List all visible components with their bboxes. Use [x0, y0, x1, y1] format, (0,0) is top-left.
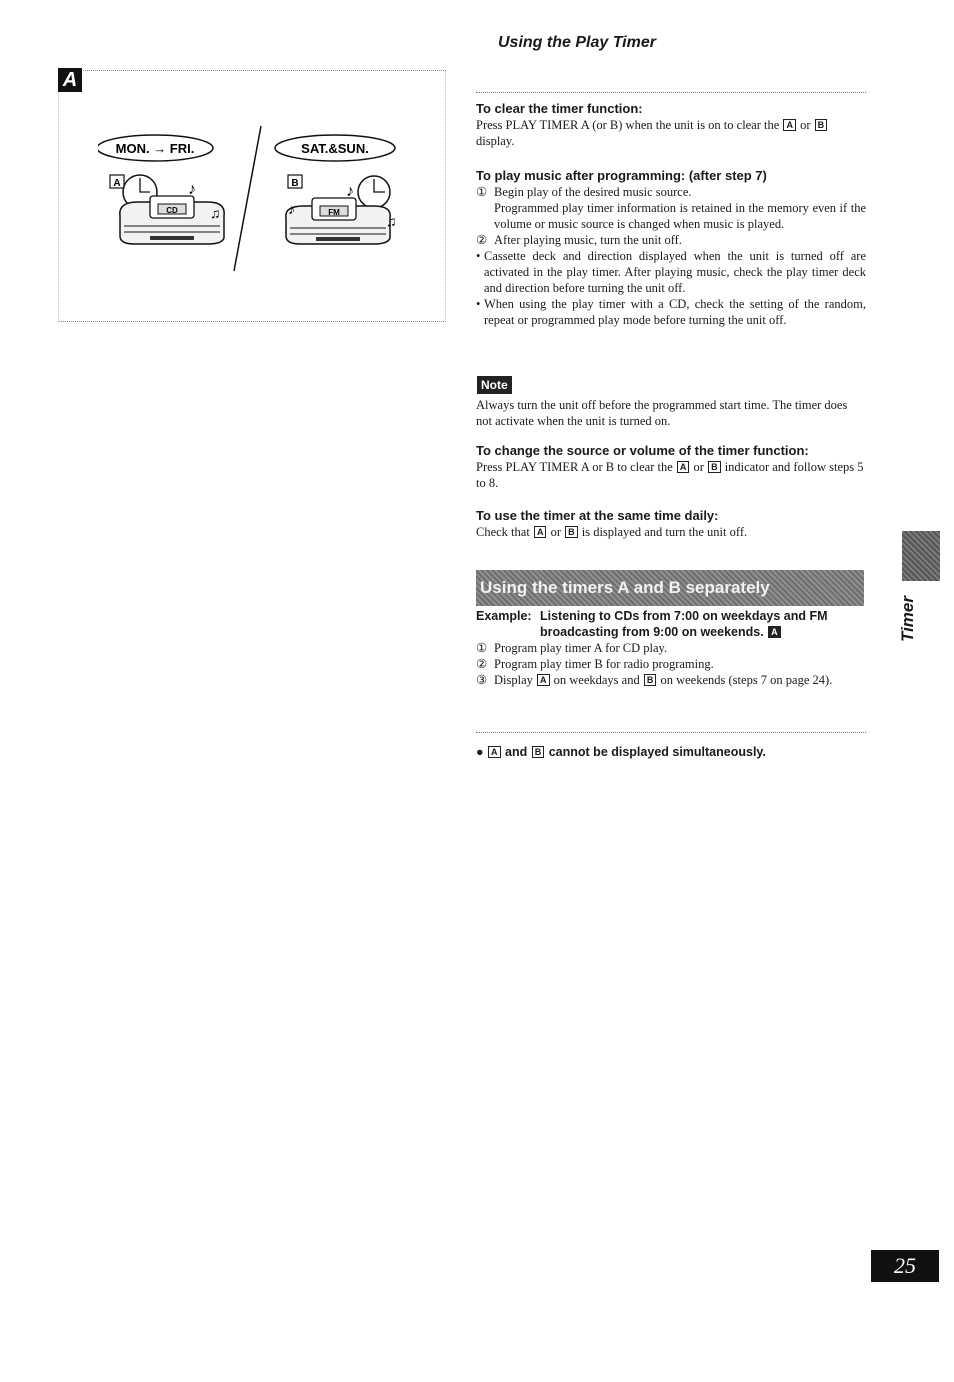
- indicator-b-box: B: [815, 119, 828, 131]
- music-note-icon: ♪: [346, 183, 354, 200]
- indicator-a-box: A: [783, 119, 796, 131]
- indicator-b-label: B: [291, 178, 299, 189]
- after-programming-section: [476, 168, 866, 328]
- figure-letter: A: [58, 68, 82, 92]
- after-heading: To play music after programming: (after step 7): [476, 168, 767, 183]
- change-text: Press PLAY TIMER A or B to clear the A or B indicator and follow steps 5 to 8.: [476, 460, 864, 490]
- divider: [476, 732, 866, 733]
- display-cd: CD: [166, 206, 178, 215]
- change-section: [476, 443, 866, 491]
- section-banner: Using the timers A and B separately: [476, 570, 864, 606]
- indicator-a-box: A: [677, 461, 690, 473]
- indicator-b-box: B: [565, 526, 578, 538]
- music-note-icon: ♫: [386, 215, 397, 230]
- weekday-label: MON. → FRI.: [115, 141, 195, 156]
- figure-ref-a: A: [768, 626, 781, 638]
- example-label: Example:: [476, 609, 532, 623]
- list-item: ② Program play timer B for radio programing.: [476, 657, 714, 671]
- step-detail: Programmed play timer information is retained in the memory even if the volume or music source is changed when music is played.: [494, 201, 866, 231]
- example-text: Listening to CDs from 7:00 on weekdays and FM broadcasting from 9:00 on weekends.: [540, 609, 828, 639]
- indicator-b-box: B: [532, 746, 545, 758]
- indicator-b-box: B: [644, 674, 657, 686]
- daily-heading: To use the timer at the same time daily:: [476, 508, 719, 523]
- warning: ● A and B cannot be displayed simultaneously.: [476, 745, 766, 759]
- timer-illustration: [98, 126, 408, 276]
- music-note-icon: ♪: [288, 203, 295, 218]
- indicator-a-box: A: [488, 746, 501, 758]
- music-note-icon: ♫: [210, 207, 221, 222]
- bullet-icon: ●: [476, 745, 484, 759]
- example: [476, 608, 866, 640]
- list-item: ② After playing music, turn the unit off.: [476, 233, 682, 247]
- daily-section: [476, 508, 866, 540]
- bullet-item: • Cassette deck and direction displayed when the unit is turned off are activated in the play timer. After playing music, check the play timer deck and direction before turning the unit off.: [476, 249, 866, 295]
- list-item: ① Begin play of the desired music source.: [476, 185, 692, 199]
- page-title: Using the Play Timer: [498, 34, 656, 51]
- indicator-a-box: A: [537, 674, 550, 686]
- side-label: Timer: [898, 596, 917, 642]
- display-fm: FM: [328, 208, 340, 217]
- music-note-icon: ♪: [188, 181, 196, 198]
- note-text: Always turn the unit off before the programmed start time. The timer does not activate when the unit is turned on.: [476, 398, 848, 428]
- indicator-b-box: B: [708, 461, 721, 473]
- list-item: ① Program play timer A for CD play.: [476, 641, 668, 655]
- list-item: ③ Display A on weekdays and B on weekends (steps 7 on page 24).: [476, 673, 833, 687]
- bullet-item: • When using the play timer with a CD, check the setting of the random, repeat or programmed play mode before turning the unit off.: [476, 297, 866, 327]
- clear-section: [476, 101, 866, 149]
- daily-text: Check that A or B is displayed and turn the unit off.: [476, 525, 748, 539]
- clear-text: Press PLAY TIMER A (or B) when the unit is on to clear the A or B display.: [476, 117, 866, 149]
- change-heading: To change the source or volume of the timer function:: [476, 443, 809, 458]
- note-badge: Note: [477, 376, 512, 394]
- weekend-label: SAT.&SUN.: [301, 141, 369, 156]
- divider: [476, 92, 866, 93]
- clear-heading: To clear the timer function:: [476, 101, 643, 116]
- page-number: 25: [871, 1250, 939, 1282]
- divider-line: [234, 126, 261, 271]
- indicator-a-label: A: [113, 178, 121, 189]
- example-section: [476, 608, 866, 688]
- indicator-a-box: A: [534, 526, 547, 538]
